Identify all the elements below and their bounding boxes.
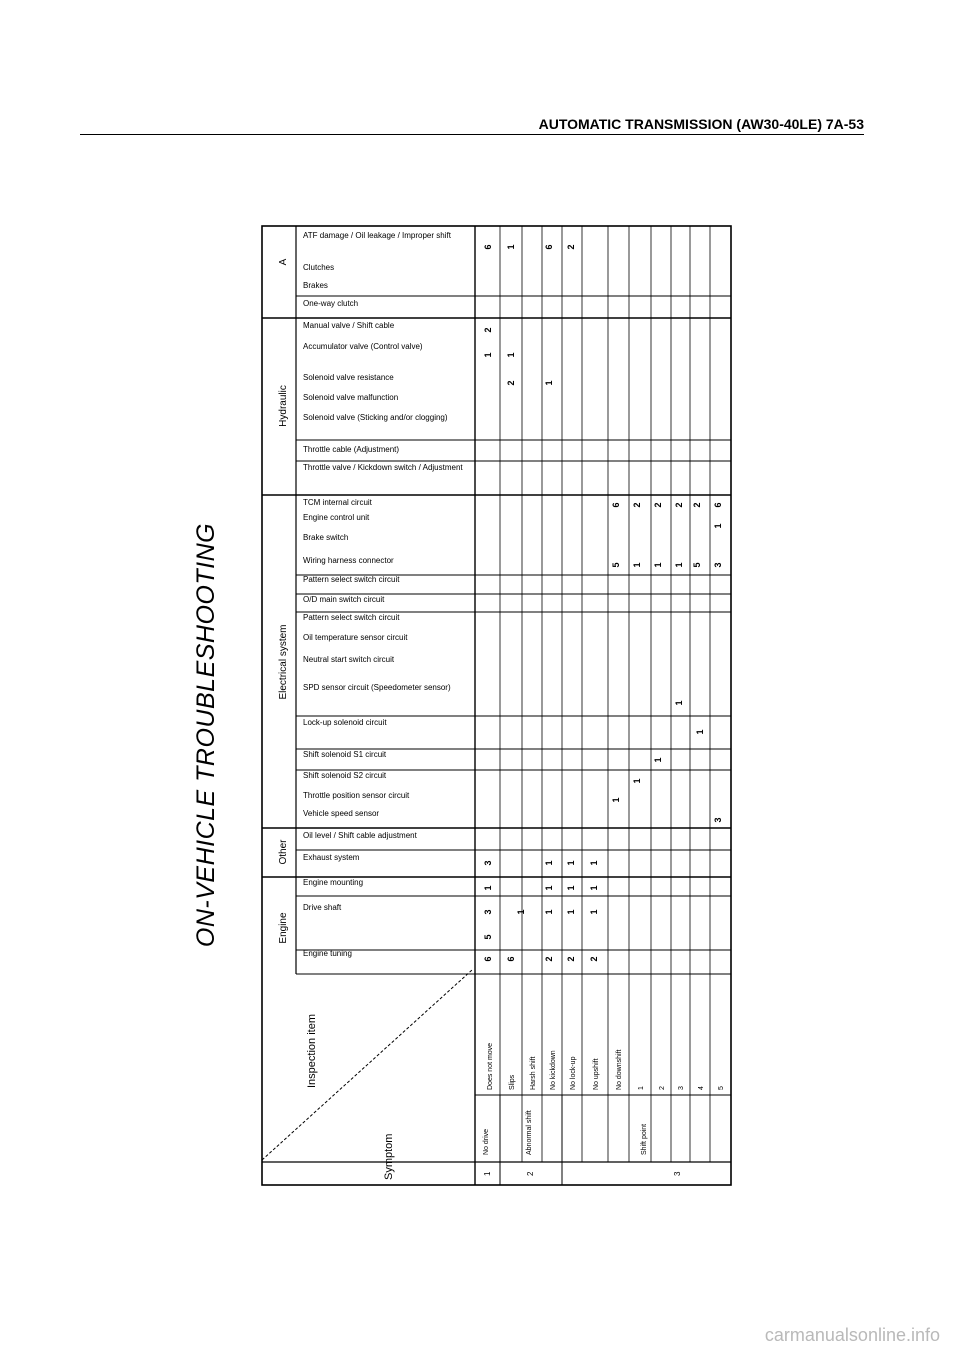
group-label: A xyxy=(278,258,289,266)
corner-bottom-label: Symptom xyxy=(383,1133,395,1180)
row-label: Pattern select switch circuit xyxy=(303,575,400,584)
matrix-mark: 3 xyxy=(483,909,493,915)
group-label: Engine xyxy=(278,912,289,944)
column-header: 1 xyxy=(638,1086,645,1090)
matrix-mark: 1 xyxy=(566,860,576,866)
column-header: Does not move xyxy=(487,1042,494,1090)
matrix-mark: 1 xyxy=(483,352,493,358)
matrix-mark: 1 xyxy=(589,909,599,915)
column-header: No kickdown xyxy=(550,1050,557,1090)
group-label: Electrical system xyxy=(278,624,289,700)
row-label: Oil level / Shift cable adjustment xyxy=(303,831,417,840)
row-label: Vehicle speed sensor xyxy=(303,809,380,818)
matrix-mark: 2 xyxy=(483,327,493,333)
matrix-mark: 1 xyxy=(589,860,599,866)
matrix-mark: 1 xyxy=(516,909,526,915)
matrix-mark: 1 xyxy=(544,860,554,866)
matrix-mark: 2 xyxy=(566,956,576,962)
watermark: carmanualsonline.info xyxy=(764,1325,940,1345)
matrix-mark: 2 xyxy=(589,956,599,962)
matrix-mark: 1 xyxy=(632,562,642,568)
matrix-mark: 2 xyxy=(653,502,663,508)
corner-diagonal xyxy=(262,970,472,1160)
symptom-group-number: 2 xyxy=(526,1171,535,1176)
matrix-mark: 3 xyxy=(713,817,723,823)
matrix-mark: 3 xyxy=(483,860,493,866)
matrix-mark: 1 xyxy=(695,729,705,735)
group-label: Hydraulic xyxy=(278,385,289,427)
column-header: 5 xyxy=(718,1086,725,1090)
matrix-mark: 1 xyxy=(544,909,554,915)
column-header: Harsh shift xyxy=(530,1056,537,1090)
matrix-mark: 1 xyxy=(611,797,621,803)
row-label: Solenoid valve malfunction xyxy=(303,393,399,402)
matrix-mark: 1 xyxy=(506,352,516,358)
row-label: Wiring harness connector xyxy=(303,556,394,565)
row-label: Throttle cable (Adjustment) xyxy=(303,445,400,454)
matrix-mark: 2 xyxy=(566,244,576,250)
column-header: 3 xyxy=(678,1086,685,1090)
row-label: One-way clutch xyxy=(303,299,359,308)
row-label: Pattern select switch circuit xyxy=(303,613,400,622)
corner-top-label: Inspection item xyxy=(306,1014,318,1088)
matrix-mark: 2 xyxy=(544,956,554,962)
matrix-mark: 5 xyxy=(611,562,621,568)
row-label: Throttle position sensor circuit xyxy=(303,791,410,800)
matrix-mark: 6 xyxy=(483,956,493,962)
column-header: Slips xyxy=(509,1074,516,1090)
row-label: Lock-up solenoid circuit xyxy=(303,718,387,727)
row-label: ATF damage / Oil leakage / Improper shift xyxy=(303,231,451,240)
column-header: 4 xyxy=(698,1086,705,1090)
row-label: Solenoid valve resistance xyxy=(303,373,394,382)
column-header: No lock-up xyxy=(570,1056,577,1090)
matrix-mark: 2 xyxy=(674,502,684,508)
matrix-mark: 2 xyxy=(692,502,702,508)
row-label: Engine mounting xyxy=(303,878,364,887)
matrix-mark: 1 xyxy=(566,909,576,915)
row-label: Drive shaft xyxy=(303,903,342,912)
matrix-mark: 5 xyxy=(483,934,493,940)
matrix-mark: 1 xyxy=(483,885,493,891)
row-label: Oil temperature sensor circuit xyxy=(303,633,408,642)
matrix-mark: 5 xyxy=(692,562,702,568)
row-label: Throttle valve / Kickdown switch / Adjustment xyxy=(303,463,463,472)
row-label: TCM internal circuit xyxy=(303,498,372,507)
matrix-mark: 1 xyxy=(544,380,554,386)
row-label: Engine control unit xyxy=(303,513,370,522)
symptom-group-number: 1 xyxy=(483,1171,492,1176)
row-label: O/D main switch circuit xyxy=(303,595,385,604)
column-header: No upshift xyxy=(593,1058,600,1090)
column-header: 2 xyxy=(659,1086,666,1090)
row-label: Shift solenoid S2 circuit xyxy=(303,771,387,780)
group-label: Other xyxy=(278,839,289,865)
matrix-mark: 6 xyxy=(544,244,554,250)
matrix-mark: 6 xyxy=(483,244,493,250)
matrix-mark: 1 xyxy=(632,778,642,784)
row-label: Shift solenoid S1 circuit xyxy=(303,750,387,759)
matrix-mark: 2 xyxy=(506,380,516,386)
matrix-mark: 6 xyxy=(713,502,723,508)
symptom-group-label: Shift point xyxy=(641,1123,648,1155)
matrix-mark: 1 xyxy=(674,700,684,706)
side-title: ON-VEHICLE TROUBLESHOOTING xyxy=(192,522,220,948)
row-label: Manual valve / Shift cable xyxy=(303,321,395,330)
page-header: AUTOMATIC TRANSMISSION (AW30-40LE) 7A-53 xyxy=(538,116,864,132)
matrix-mark: 1 xyxy=(713,523,723,529)
matrix-mark: 1 xyxy=(674,562,684,568)
table-border xyxy=(262,226,731,1185)
symptom-group-number: 3 xyxy=(673,1171,682,1176)
matrix-mark: 1 xyxy=(653,757,663,763)
row-label: Clutches xyxy=(303,263,335,272)
matrix-mark: 6 xyxy=(506,956,516,962)
row-label: Neutral start switch circuit xyxy=(303,655,395,664)
matrix-mark: 1 xyxy=(566,885,576,891)
column-header: No downshift xyxy=(616,1049,623,1090)
row-label: Accumulator valve (Control valve) xyxy=(303,342,423,351)
row-label: Engine tuning xyxy=(303,949,352,958)
matrix-mark: 3 xyxy=(713,562,723,568)
row-label: SPD sensor circuit (Speedometer sensor) xyxy=(303,683,451,692)
symptom-group-label: Abnormal shift xyxy=(526,1110,533,1155)
row-label: Exhaust system xyxy=(303,853,360,862)
matrix-mark: 1 xyxy=(589,885,599,891)
matrix-mark: 1 xyxy=(544,885,554,891)
matrix-mark: 2 xyxy=(632,502,642,508)
matrix-mark: 1 xyxy=(506,244,516,250)
matrix-mark: 1 xyxy=(653,562,663,568)
row-label: Brake switch xyxy=(303,533,349,542)
matrix-mark: 6 xyxy=(611,502,621,508)
row-label: Brakes xyxy=(303,281,328,290)
symptom-group-label: No drive xyxy=(483,1128,490,1155)
row-label: Solenoid valve (Sticking and/or clogging) xyxy=(303,413,448,422)
